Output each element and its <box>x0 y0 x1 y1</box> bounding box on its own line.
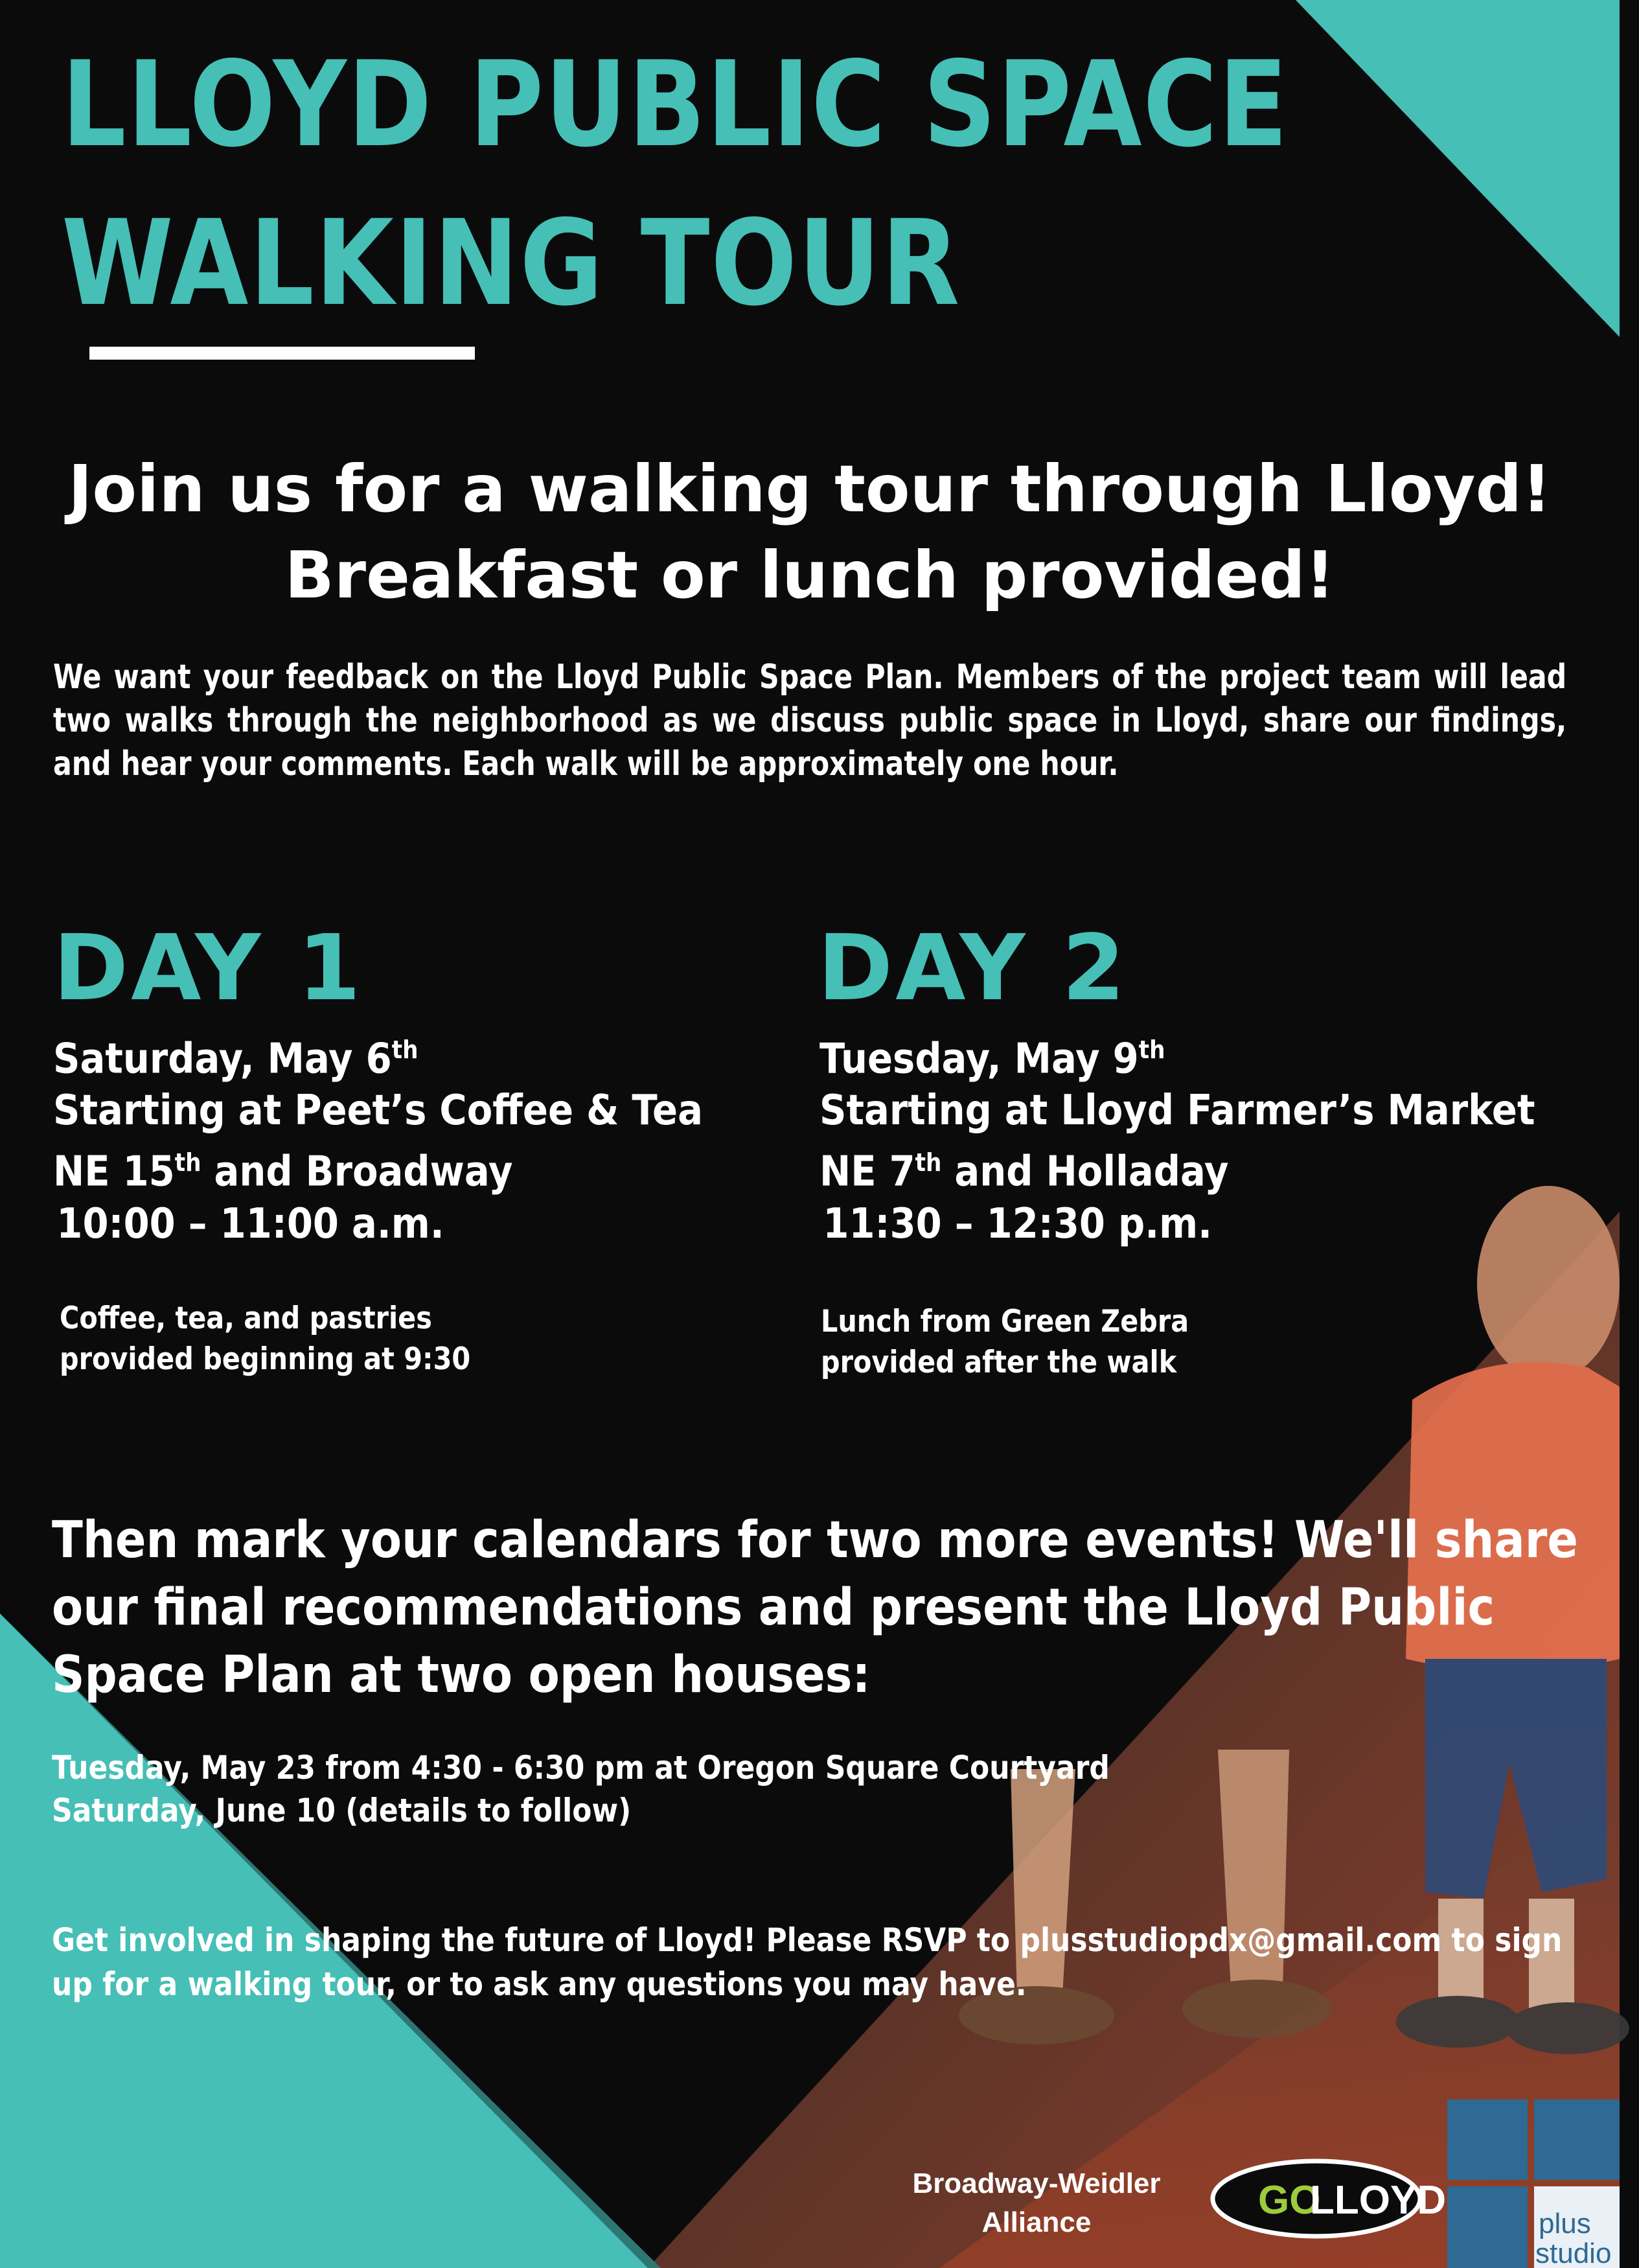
day2-note <box>821 1301 1239 1383</box>
day2-time: 11:30 – 12:30 p.m. <box>823 1199 1213 1248</box>
studio-text: studio <box>1535 2238 1612 2268</box>
bwa-line-1: Broadway-Weidler <box>912 2168 1161 2199</box>
day1-location: Starting at Peet’s Coffee & Tea <box>53 1087 703 1135</box>
day2-heading: DAY 2 <box>818 916 1128 1021</box>
more-events-paragraph <box>52 1507 1639 1709</box>
event-list <box>52 1746 1110 1832</box>
day1-street: NE 15th and Broadway <box>53 1148 513 1196</box>
day2-street: NE 7th and Holladay <box>820 1148 1229 1196</box>
day1-note-line-2: provided beginning at 9:30 <box>60 1341 471 1377</box>
plus-text: plus <box>1539 2208 1591 2239</box>
intro-paragraph <box>53 656 1566 786</box>
bwa-line-2: Alliance <box>981 2206 1092 2238</box>
plus-studio-logo <box>1445 2100 1620 2268</box>
day1-note <box>60 1298 527 1380</box>
day1-details <box>53 1024 775 1250</box>
intro-text: We want your feedback on the Lloyd Public Space Plan. Members of the project team will lead two walks through the neighborhood as we discuss public space in Lloyd, share our findings, and hear your comments. Each walk will be approximately one hour. <box>53 658 1567 783</box>
day1-note-line-1: Coffee, tea, and pastries <box>60 1301 432 1336</box>
headline-line-1: Join us for a walking tour through Lloyd! <box>68 451 1552 527</box>
day1-date: Saturday, May 6th <box>53 1035 418 1083</box>
rsvp-line-2: up for a walking tour, or to ask any questions you may have. <box>52 1965 1027 2003</box>
day2-note-line-2: provided after the walk <box>821 1345 1177 1380</box>
rsvp-line-1[interactable]: Get involved in shaping the future of Lloyd! Please RSVP to plusstudiopdx@gmail.com to sign <box>52 1921 1563 1959</box>
day2-note-line-1: Lunch from Green Zebra <box>821 1304 1189 1339</box>
event-2: Saturday, June 10 (details to follow) <box>52 1792 632 1829</box>
day1-heading: DAY 1 <box>53 916 363 1021</box>
headline-line-2: Breakfast or lunch provided! <box>284 537 1335 613</box>
golloyd-go-text: GO <box>1258 2178 1321 2223</box>
title-line-1: LLOYD PUBLIC SPACE <box>62 36 1289 173</box>
title-underline <box>89 347 475 360</box>
broadway-weidler-alliance-logo <box>868 2164 1205 2242</box>
day2-details <box>820 1024 1614 1250</box>
golloyd-lloyd-text: LLOYD <box>1310 2178 1447 2223</box>
day2-date: Tuesday, May 9th <box>820 1035 1165 1083</box>
event-1: Tuesday, May 23 from 4:30 - 6:30 pm at Oregon Square Courtyard <box>52 1749 1110 1787</box>
go-lloyd-logo <box>1206 2150 1447 2247</box>
more-events-text: Then mark your calendars for two more events! We'll share our final recommendations and present the Lloyd Public Space Plan at two open houses: <box>52 1511 1578 1704</box>
rsvp-paragraph <box>52 1918 1562 2006</box>
day2-location: Starting at Lloyd Farmer’s Market <box>820 1087 1535 1135</box>
day1-time: 10:00 – 11:00 a.m. <box>56 1199 444 1248</box>
title-line-2: WALKING TOUR <box>62 194 961 332</box>
